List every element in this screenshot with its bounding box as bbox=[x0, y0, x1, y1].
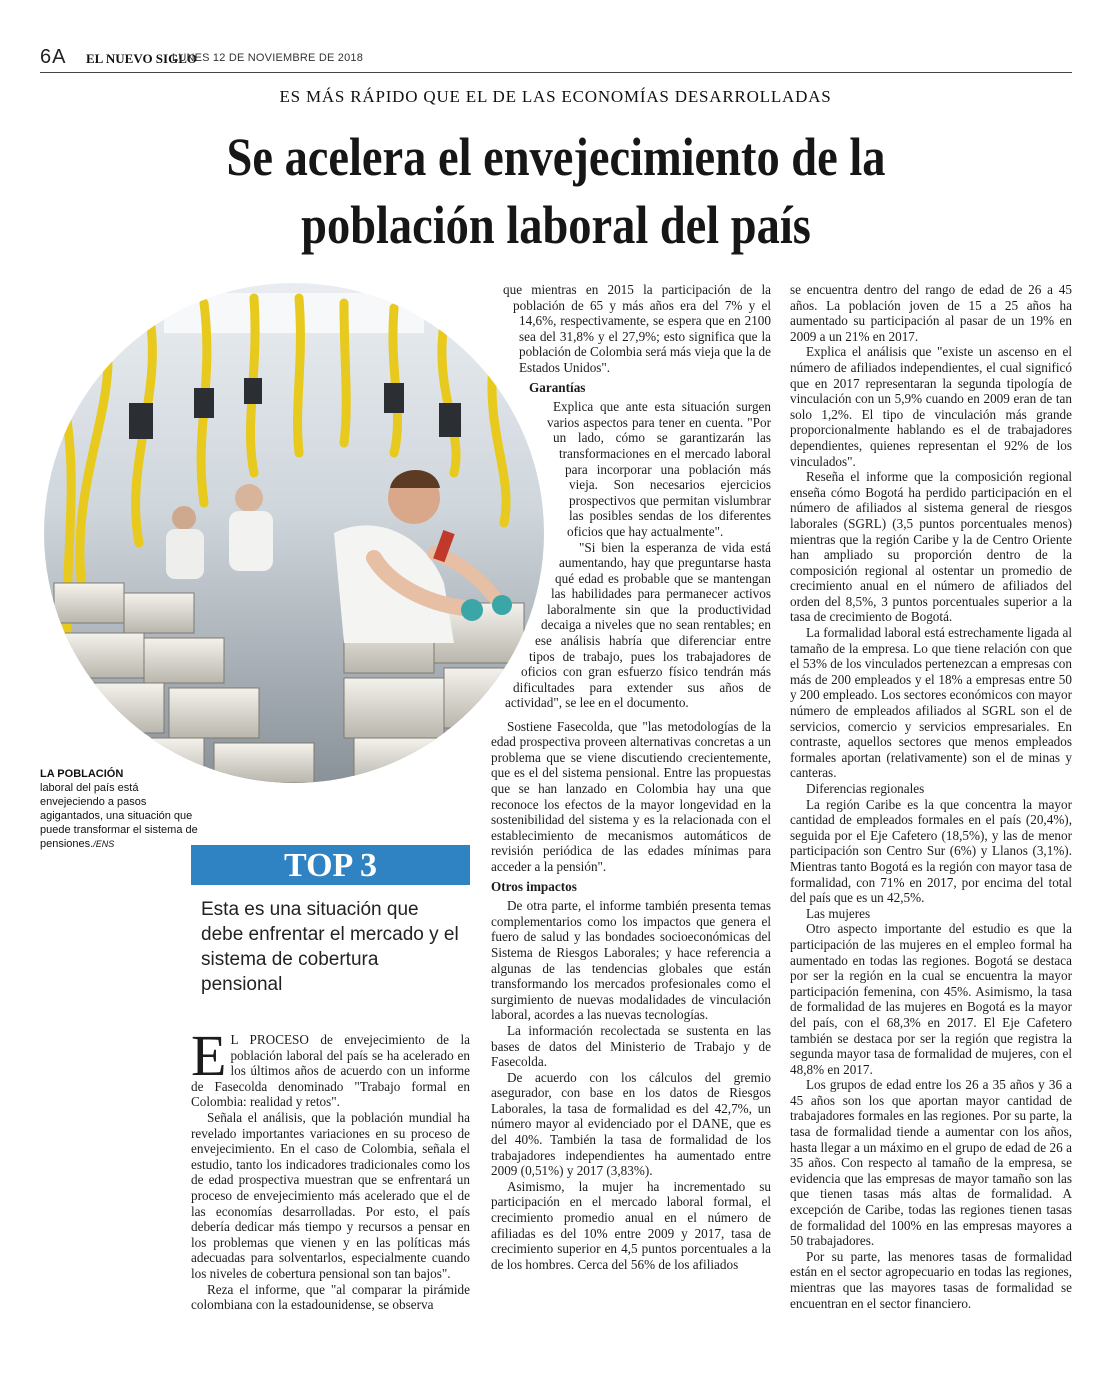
factory-worker-illustration bbox=[44, 283, 544, 783]
caption-head: LA POBLACIÓN bbox=[40, 768, 124, 780]
subheading-garantias: Garantías bbox=[529, 379, 586, 395]
body-paragraph: De otra parte, el informe también presenta temas complementarios como los impactos que genera el fuero de salud y las bondades socioeconómicas del Sistema de Riesgos Laborales; y hace referencia a algunas de las tendencias globales que están transformando los mercados profesionales como el surgimiento de nuevas modalidades de vinculación laboral, acordes a las nuevas tecnologías. bbox=[491, 898, 771, 1023]
headline-line-1: Se acelera el envejecimiento de la bbox=[226, 127, 886, 187]
caption-credit: /ENS bbox=[93, 839, 115, 849]
issue-date: LUNES 12 DE NOVIEMBRE DE 2018 bbox=[172, 52, 364, 64]
photo-caption bbox=[40, 767, 200, 851]
drop-cap: E bbox=[191, 1023, 227, 1088]
body-column-2 bbox=[491, 282, 771, 1272]
body-paragraph: Explica que ante esta situación surgen varios aspectos para tener en cuenta. "Por un lado, cómo se garantizarán las transformaciones en el mercado laboral para incorporar una población más vieja. Son necesarios ejercicios prospectivos que permitan vislumbrar las posibles sendas de los diferentes oficios que hay actualmente". bbox=[547, 399, 771, 539]
body-paragraph: La información recolectada se sustenta en las bases de datos del Ministerio de Trabajo y de Fasecolda. bbox=[491, 1022, 771, 1070]
newspaper-name: EL NUEVO SIGLO bbox=[86, 51, 197, 66]
body-column-1 bbox=[191, 1023, 470, 1313]
body-paragraph: Por su parte, las menores tasas de formalidad están en el sector agropecuario en todas las regiones, mientras que las mayores tasas de formalidad se encuentran en el sector financiero. bbox=[790, 1248, 1072, 1311]
body-paragraph: De acuerdo con los cálculos del gremio asegurador, con base en los datos de Riesgos Laborales, la tasa de formalidad es del 42,7%, un número mayor al evidenciado por el DANE, que es del 40%. También la tasa de formalidad de los trabajadores independientes ha aumentado entre 2009 (0,51%) y 2017 (3,83%). bbox=[491, 1069, 771, 1179]
article-headline bbox=[112, 123, 1000, 259]
article-kicker: ES MÁS RÁPIDO QUE EL DE LAS ECONOMÍAS DESARROLLADAS bbox=[279, 87, 832, 106]
subheading-las-mujeres: Las mujeres bbox=[806, 905, 871, 921]
body-paragraph: Sostiene Fasecolda, que "las metodologías de la edad prospectiva proveen alternativas concretas a un problema que se viene discutiendo crecientemente, que es el del sistema pensional. Entre las propuestas que se han lanzado en Colombia hay una que reconoce los efectos de la mayor longevidad en la sostenibilidad del sistema y es la relacionada con el establecimiento de mecanismos automáticos de revisión periódica de las edades mínimas para acceder a la pensión". bbox=[491, 718, 771, 874]
subheading-otros-impactos: Otros impactos bbox=[491, 878, 577, 894]
body-paragraph: Explica el análisis que "existe un ascenso en el número de afiliados independientes, el cual significó que en 2017 representaran la segunda tipología de vinculación con un 5,9% cuando en 2009 eran de tan solo 1,2%. El tipo de vinculación más grande proporcionalmente hablando es el de trabajadores dependientes, quienes representan el 92% de los vinculados". bbox=[790, 344, 1072, 469]
lead-paragraph: E L PROCESO de envejecimiento de la población laboral del país se ha acelerado en los últimos años de acuerdo con un informe de Fasecolda denominado "Trabajo formal en Colombia: realidad y retos". bbox=[191, 1023, 470, 1110]
caption-body: laboral del país está envejeciendo a pasos agigantados, una situación que puede transformar el sistema de pensiones. bbox=[40, 782, 198, 850]
body-paragraph: Otro aspecto importante del estudio es que la participación de las mujeres en el empleo formal ha aumentado en todas las regiones. Bogotá se destaca por ser la región en la cual se encuentra la mayor participación femenina, con 45%. Asimismo, la tasa de formalidad de las mujeres en Bogotá es la mayor del país, con el 68,3% en 2017. El Eje Cafetero también se destaca por ser la región que registra la segunda mayor tasa de formalidad de mujeres, con el 48,8% en 2017. bbox=[790, 921, 1072, 1077]
body-column-3 bbox=[790, 282, 1072, 1311]
body-paragraph: que mientras en 2015 la participación de la población de 65 y más años era del 7% y el 14,6%, respectivamente, se espera que en 2100 sea del 31,8% y el 27,9%; esto significa que la población de Colombia será más vieja que la de Estados Unidos". bbox=[503, 282, 771, 375]
body-paragraph: Reza el informe, que "al comparar la pirámide colombiana con la estadounidense, se observa bbox=[191, 1281, 470, 1313]
body-paragraph: se encuentra dentro del rango de edad de 26 a 45 años. La población joven de 15 a 25 años ha aumentado su participación al pasar de un 19% en 2009 a un 21% en 2017. bbox=[790, 282, 1072, 344]
highlight-text: Esta es una situación que debe enfrentar el mercado y el sistema de cobertura pensional bbox=[201, 899, 459, 995]
body-paragraph: La formalidad laboral está estrechamente ligada al tamaño de la empresa. Lo que tiene relación con que el 53% de los vinculados pertenezcan a empresas con más de 200 empleados y el 18% a empresas entre 50 y 200 empleado. Los sectores económicos con mayor número de empleados afiliados al SGRL son el de servicios, comercio y servicios empresariales. En contraste, aquellos sectores que menos empleados formales aportan (relativamente) son el de minas y canteras. bbox=[790, 625, 1072, 781]
body-paragraph: Señala el análisis, que la población mundial ha revelado importantes variaciones en su proceso de envejecimiento. En el caso de Colombia, señala el estudio, tanto los indicadores tradicionales como los de edad prospectiva muestran que se enfrentará un proceso de envejecimiento más acelerado que el de las economías desarrolladas. Por esto, el país debería dedicar más tiempo y recursos a pensar en los problemas que vienen y en las políticas más adecuadas para solventarlos, especialmente cuando los niveles de cobertura pensional son tan bajos". bbox=[191, 1109, 470, 1281]
page-number: 6A bbox=[40, 46, 67, 68]
body-paragraph: Asimismo, la mujer ha incrementado su participación en el mercado laboral formal, el crecimiento promedio anual en el número de afiliadas es del 10% entre 2009 y 2017, tasa de crecimiento superior en 4,5 puntos porcentuales a la de los hombres. Cerca del 56% de los afiliados bbox=[491, 1178, 771, 1272]
body-paragraph: "Si bien la esperanza de vida está aumentando, hay que preguntarse hasta qué edad es probable que se mantengan las habilidades para permanecer activos laboralmente sin que la productividad decaiga a niveles que no sean rentables; en ese análisis habría que diferenciar entre tipos de trabajo, pues los trabajadores de oficios con gran esfuerzo físico tendrán más dificultades para extender sus años de actividad", se lee en el documento. bbox=[505, 539, 771, 711]
body-paragraph: La región Caribe es la que concentra la mayor cantidad de empleados formales en el país (20,4%), seguida por el Eje Cafetero (18,5%), y las de menor participación son Centro Sur (6%) y Llanos (3,1%). Mientras tanto Bogotá es la región con mayor tasa de formalidad, con 71% en 2017, por encima del total del país que es un 42,5%. bbox=[790, 796, 1072, 906]
header-rule bbox=[40, 72, 1072, 73]
subheading-diferencias-regionales: Diferencias regionales bbox=[806, 781, 925, 796]
headline-line-2: población laboral del país bbox=[301, 195, 811, 255]
article-photo bbox=[44, 283, 544, 783]
body-paragraph: Los grupos de edad entre los 26 a 35 años y 36 a 45 años son los que aportan mayor cantidad de trabajadores formales en las regiones. Por su parte, la tasa de formalidad tiende a aumentar con los años, hasta llegar a un máximo en el grupo de edad de 26 a 35 años. Con respecto al tamaño de la empresa, se evidencia que las empresas de mayor tamaño son las que tienen tasas más altas de formalidad. A excepción de Caribe, todas las regiones tienen tasas de formalidad del 100% en las empresas mayores a 50 trabajadores. bbox=[790, 1077, 1072, 1249]
highlight-label: TOP 3 bbox=[191, 845, 470, 885]
body-paragraph: Reseña el informe que la composición regional enseña cómo Bogotá ha perdido participación en el número de afiliados al sistema general de riesgos laborales (SGRL) (3,5 puntos porcentuales menos) mientras que la región Caribe y la de Centro Oriente han ampliado su proporción dentro de la composición regional al ostentar un promedio de crecimiento anual en el número de afiliados del orden del 8,5%, 3 puntos porcentuales superior a la tasa de crecimiento de Bogotá. bbox=[790, 469, 1072, 625]
